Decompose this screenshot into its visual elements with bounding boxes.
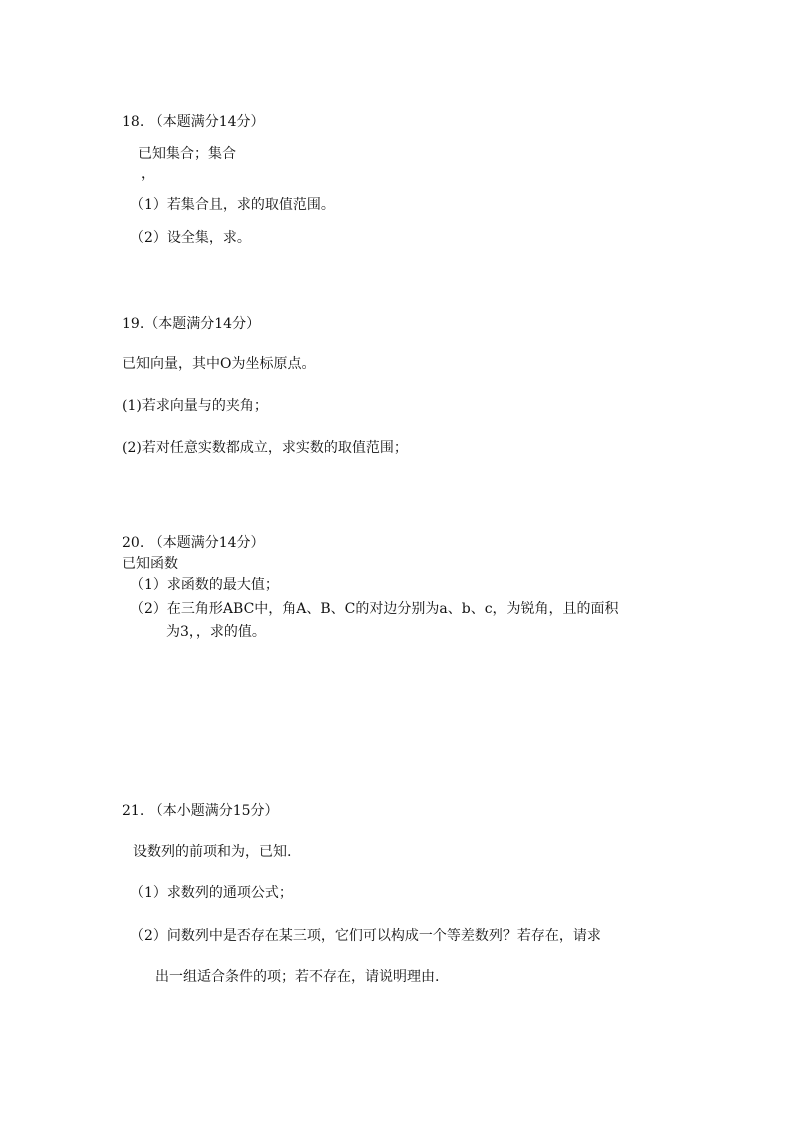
q21-title: 21. （本小题满分15分） [122,803,279,819]
q19-part2: (2)若对任意实数都成立，求实数的取值范围； [122,440,408,456]
q20-part1: （1）求函数的最大值； [130,577,279,593]
q18-title: 18. （本题满分14分） [122,114,265,130]
q20-given: 已知函数 [122,556,178,572]
q20-part2: （2）在三角形ABC中，角A、B、C的对边分别为a、b、c，为锐角，且的面积 [130,601,619,617]
q21-part2: （2）问数列中是否存在某三项，它们可以构成一个等差数列？若存在，请求 [130,928,601,944]
q20-title: 20. （本题满分14分） [122,535,265,551]
q18-given: 已知集合；集合 [138,146,236,162]
q20-part2-cont: 为3，，求的值。 [166,624,266,640]
q21-given: 设数列的前项和为，已知. [133,844,292,860]
q19-title: 19.（本题满分14分） [122,316,261,332]
q19-part1: (1)若求向量与的夹角； [122,398,268,414]
q19-given: 已知向量，其中O为坐标原点。 [122,356,316,372]
q18-part1: （1）若集合且，求的取值范围。 [130,197,335,213]
q21-part2-cont: 出一组适合条件的项；若不存在，请说明理由. [155,969,440,985]
q21-part1: （1）求数列的通项公式； [130,885,293,901]
q18-part2: （2）设全集，求。 [130,230,251,246]
q18-given-cont: ， [141,166,155,182]
